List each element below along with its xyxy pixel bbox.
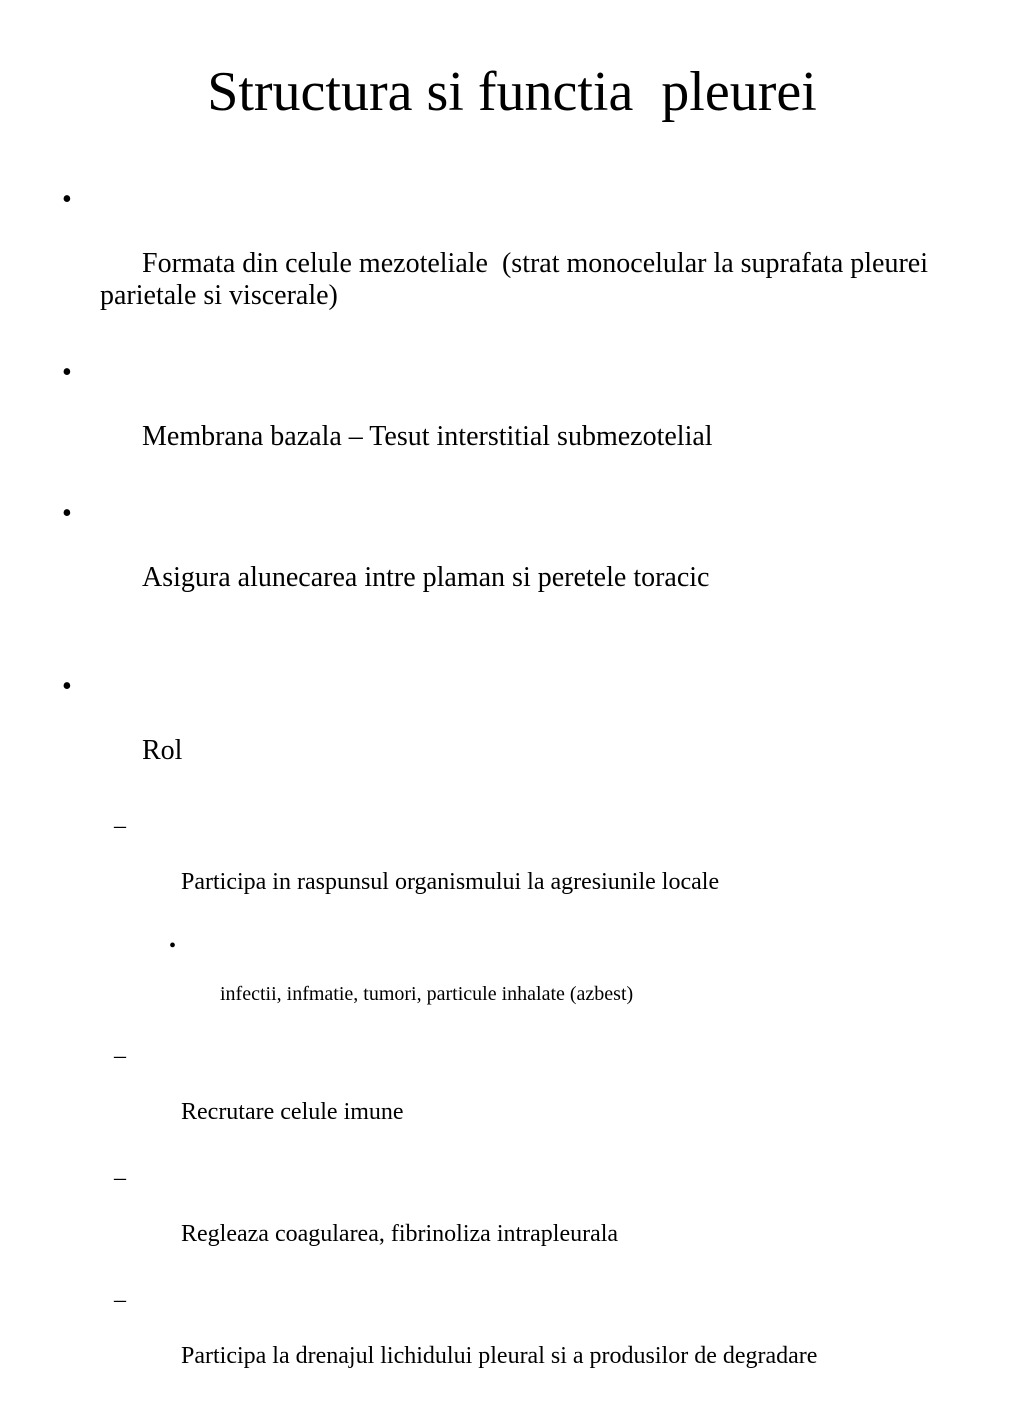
dash-icon: – [114,1165,126,1191]
sub-point [56,812,976,924]
bullet-icon: • [169,935,177,957]
bullet-icon: • [62,671,72,702]
bullet-icon: • [62,357,72,388]
sub-point-text: Recrutare celule imune [181,1099,404,1125]
bullet-point [56,498,976,626]
sub-point-text: Regleaza coagularea, fibrinoliza intrapleurala [181,1221,619,1247]
bullet-text: Rol [142,735,183,766]
bullet-point [56,357,976,485]
sub-point-text: Participa in raspunsul organismului la agresiunile locale [181,869,720,895]
bullet-icon: • [62,498,72,529]
sub-sub-point-text: infectii, infmatie, tumori, particule inhalate (azbest) [220,983,634,1005]
bullet-text: Formata din celule mezoteliale (strat monocelular la suprafata pleurei parietale si viscerale) [100,248,935,311]
dash-icon: – [114,813,126,839]
bullet-point [56,184,976,344]
sub-sub-point [56,934,976,1030]
sub-point [56,1164,976,1276]
slide-content [56,184,976,1408]
sub-point [56,1286,976,1398]
bullet-text: Membrana bazala – Tesut interstitial submezotelial [142,421,713,452]
sub-point-text: Participa la drenajul lichidului pleural si a produsilor de degradare [181,1343,818,1369]
spacer [56,639,976,671]
bullet-text: Asigura alunecarea intre plaman si peretele toracic [142,562,710,593]
bullet-point-rol [56,671,976,799]
sub-point [56,1042,976,1154]
slide-title: Structura si functia pleurei [207,61,817,123]
dash-icon: – [114,1287,126,1313]
bullet-icon: • [62,184,72,215]
dash-icon: – [114,1043,126,1069]
